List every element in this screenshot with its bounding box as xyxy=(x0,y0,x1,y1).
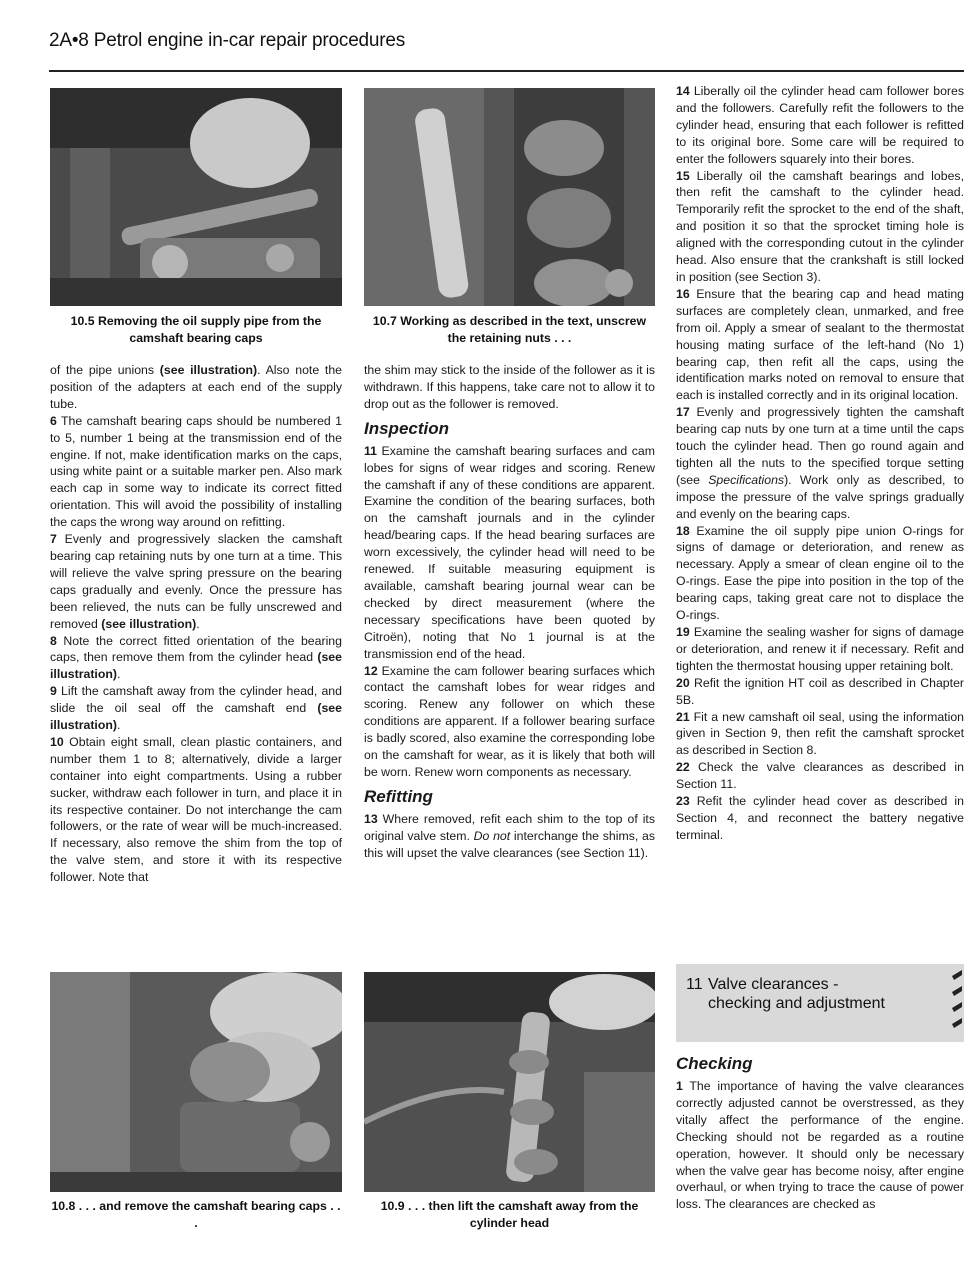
spanner-rating-icon xyxy=(950,966,964,1040)
text: Refit the cylinder head cover as described in Section 4, and reconnect the battery negative terminal. xyxy=(676,794,964,842)
paragraph-10 xyxy=(50,734,342,886)
step-number: 10 xyxy=(50,734,64,749)
paragraph-7 xyxy=(50,531,342,632)
paragraph-14 xyxy=(676,83,964,168)
photo-10-9 xyxy=(364,972,655,1192)
step-number: 14 xyxy=(676,84,690,98)
caption-10-9: 10.9 . . . then lift the camshaft away from the cylinder head xyxy=(380,1199,639,1230)
text: Examine the camshaft bearing surfaces and cam lobes for signs of wear ridges and scoring. Renew the camshaft if any of these conditions are apparent. Examine the condition of the bearing surfaces, both on the camshaft journals and in the cylinder head/bearing caps. If the head bearing surfaces are worn excessively, the cylinder head will need to be renewed. If suitable measuring equipment is available, camshaft bearing journal wear can be checked by direct measurement (where the necessary specifications have been quoted by Citroën), noting that No 1 journal is at the transmission end of the head. xyxy=(364,443,655,661)
text: Check the valve clearances as described in Section 11. xyxy=(676,760,964,792)
paragraph-continued xyxy=(50,362,342,413)
text: Examine the oil supply pipe union O-rings for signs of damage or deterioration, and renew as necessary. Apply a smear of clean engine oil to the O-rings. Ease the pipe into position in the top of the bearing caps, taking great care not to displace the O-rings. xyxy=(676,523,964,623)
step-number: 7 xyxy=(50,532,57,547)
paragraph-11 xyxy=(364,443,655,663)
step-number: 12 xyxy=(364,663,378,678)
text: The camshaft bearing caps should be numbered 1 to 5, number 1 being at the transmission end of the engine. If not, make identification marks on the caps, using white paint or a suitable marker pen. Also mark each cap in some way to indicate its correct fitted orientation. This will avoid the possibility of installing the caps the wrong way around on refitting. xyxy=(50,413,342,530)
text: Liberally oil the camshaft bearings and lobes, then refit the camshaft to the cylinder head. Temporarily refit the sprocket to the end of the shaft, and position it so that the sprocket timing hole is aligned with the corresponding cutout in the cylinder head. Also ensure that the crankshaft is still locked in position (see Section 3). xyxy=(676,168,964,284)
caption-10-7: 10.7 Working as described in the text, unscrew the retaining nuts . . . xyxy=(372,314,647,345)
paragraph-9 xyxy=(50,683,342,734)
caption-10-8: 10.8 . . . and remove the camshaft bearing caps . . . xyxy=(51,1199,341,1230)
step-number: 19 xyxy=(676,625,690,639)
illustration-ref: (see illustration) xyxy=(159,363,258,377)
text: Evenly and progressively tighten the camshaft bearing cap nuts by one turn at a time until the caps touch the cylinder head. Then go round again and tighten all the nuts to the specified torque setting (see xyxy=(676,405,964,487)
text: of the pipe unions xyxy=(50,363,160,377)
step-number: 16 xyxy=(676,286,690,301)
text: Obtain eight small, clean plastic containers, and number them 1 to 8; alternatively, divide a larger container into eight compartments. Using a rubber sucker, withdraw each follower in turn, and place it in its respective container. Do not interchange the cam followers, or the rate of wear will be much-increased. If necessary, also remove the shim from the top of the valve stem, and store it with its respective follower. Note that xyxy=(50,734,342,885)
column-3-lower xyxy=(676,1054,964,1213)
text: Evenly and progressively slacken the camshaft bearing cap retaining nuts by one turn at a time. This will relieve the valve spring pressure on the bearing caps gradually and evenly. Once the pressure has been relieved, the nuts can be fully unscrewed and removed xyxy=(50,532,342,631)
paragraph-16 xyxy=(676,286,964,404)
page-header xyxy=(49,28,964,72)
text: Examine the sealing washer for signs of damage or deterioration, and renew it if necessary. Refit and tighten the thermostat housing upper retaining bolt. xyxy=(676,625,964,673)
step-number: 1 xyxy=(676,1079,683,1093)
column-2 xyxy=(364,362,655,862)
step-number: 8 xyxy=(50,633,57,648)
paragraph-22 xyxy=(676,759,964,793)
illustration-ref: (see illustration) xyxy=(101,616,197,631)
text: Where removed, refit each shim to the top of its original valve stem. xyxy=(364,811,655,843)
text: ). Work only as described, to impose the pressure of the valve springs gradually and evenly on the bearing caps. xyxy=(676,472,964,521)
step-number: 15 xyxy=(676,168,690,183)
section-subtitle: checking and adjustment xyxy=(708,995,885,1012)
text: Fit a new camshaft oil seal, using the information given in Section 9, then refit the camshaft sprocket as described in Section 8. xyxy=(676,709,964,758)
step-number: 17 xyxy=(676,405,690,420)
paragraph-continued: the shim may stick to the inside of the follower as it is withdrawn. If this happens, take care not to allow it to drop out as the follower is removed. xyxy=(364,363,655,411)
caption-10-5: 10.5 Removing the oil supply pipe from the camshaft bearing caps xyxy=(70,314,322,345)
step-number: 11 xyxy=(364,443,377,458)
section-number: 11 xyxy=(686,976,703,993)
step-number: 23 xyxy=(676,794,690,809)
text: Liberally oil the cylinder head cam follower bores and the followers. Carefully refit the followers to the cylinder head, ensuring that each follower is refitted to its original bore. Some care will be required to enter the followers squarely into their bores. xyxy=(676,84,964,166)
step-number: 9 xyxy=(50,684,57,699)
paragraph-6 xyxy=(50,413,342,531)
emphasis: Do not xyxy=(473,828,511,843)
paragraph-13 xyxy=(364,811,655,862)
inspection-heading: Inspection xyxy=(364,418,450,438)
section-title: Valve clearances - xyxy=(708,976,839,993)
emphasis: Specifications xyxy=(708,472,785,487)
checking-heading: Checking xyxy=(676,1054,753,1073)
text: Ensure that the bearing cap and head mating surfaces are completely clean, unmarked, and free from oil. Apply a smear of sealant to the thermostat housing mating surface of the left-hand (No 1) bearing cap, then refit all the caps, using the identification marks noted on removal to ensure that each is installed correctly and in its original location. xyxy=(676,286,964,403)
step-number: 22 xyxy=(676,760,690,775)
text: . xyxy=(116,718,121,733)
paragraph-8 xyxy=(50,633,342,684)
photo-10-8 xyxy=(50,972,342,1192)
column-1 xyxy=(50,362,342,886)
text: interchange the shims, as this will upset the valve clearances (see Section 11). xyxy=(364,828,656,860)
page-title: 2A•8 Petrol engine in-car repair procedures xyxy=(49,30,406,51)
text: Lift the camshaft away from the cylinder head, and slide the oil seal off the camshaft end xyxy=(50,684,342,716)
step-number: 6 xyxy=(50,413,57,428)
refitting-heading: Refitting xyxy=(364,786,433,806)
column-3 xyxy=(676,83,964,844)
text: Refit the ignition HT coil as described in Chapter 5B. xyxy=(676,675,964,707)
illustration-ref: (see illustration) xyxy=(50,701,342,733)
illustration-ref: (see illustration) xyxy=(50,650,342,682)
step-number: 21 xyxy=(676,709,690,724)
step-number: 20 xyxy=(676,675,690,690)
photo-10-7 xyxy=(364,88,655,306)
section-heading-box xyxy=(676,964,964,1042)
paragraph-17 xyxy=(676,404,964,522)
paragraph-19 xyxy=(676,624,964,675)
step-number: 13 xyxy=(364,811,378,826)
text: . Also note the position of the adapters at each end of the supply tube. xyxy=(50,363,343,411)
paragraph-1 xyxy=(676,1078,964,1213)
paragraph-20 xyxy=(676,675,964,709)
paragraph-18 xyxy=(676,523,964,624)
paragraph-12 xyxy=(364,663,655,781)
step-number: 18 xyxy=(676,523,690,538)
paragraph-21 xyxy=(676,709,964,760)
photo-10-5 xyxy=(50,88,342,306)
text: . xyxy=(196,616,200,631)
text: . xyxy=(116,667,121,682)
text: Note the correct fitted orientation of the bearing caps, then remove them from the cylinder head xyxy=(50,633,342,665)
paragraph-23 xyxy=(676,793,964,844)
text: Examine the cam follower bearing surfaces which contact the camshaft lobes for wear ridges and scoring. Renew any follower on which these conditions are apparent. If a follower bearing surface is badly scored, also examine the corresponding lobe on the camshaft for wear, as it is likely that both will be worn. Renew worn components as necessary. xyxy=(364,663,655,779)
paragraph-15 xyxy=(676,168,964,286)
text: The importance of having the valve clearances correctly adjusted cannot be overstressed, as they vitally affect the performance of the engine. Checking should not be regarded as a routine operation, however. It should only be necessary when the valve gear has become noisy, after engine overhaul, or when trying to trace the cause of power loss. The clearances are checked as xyxy=(676,1079,964,1212)
